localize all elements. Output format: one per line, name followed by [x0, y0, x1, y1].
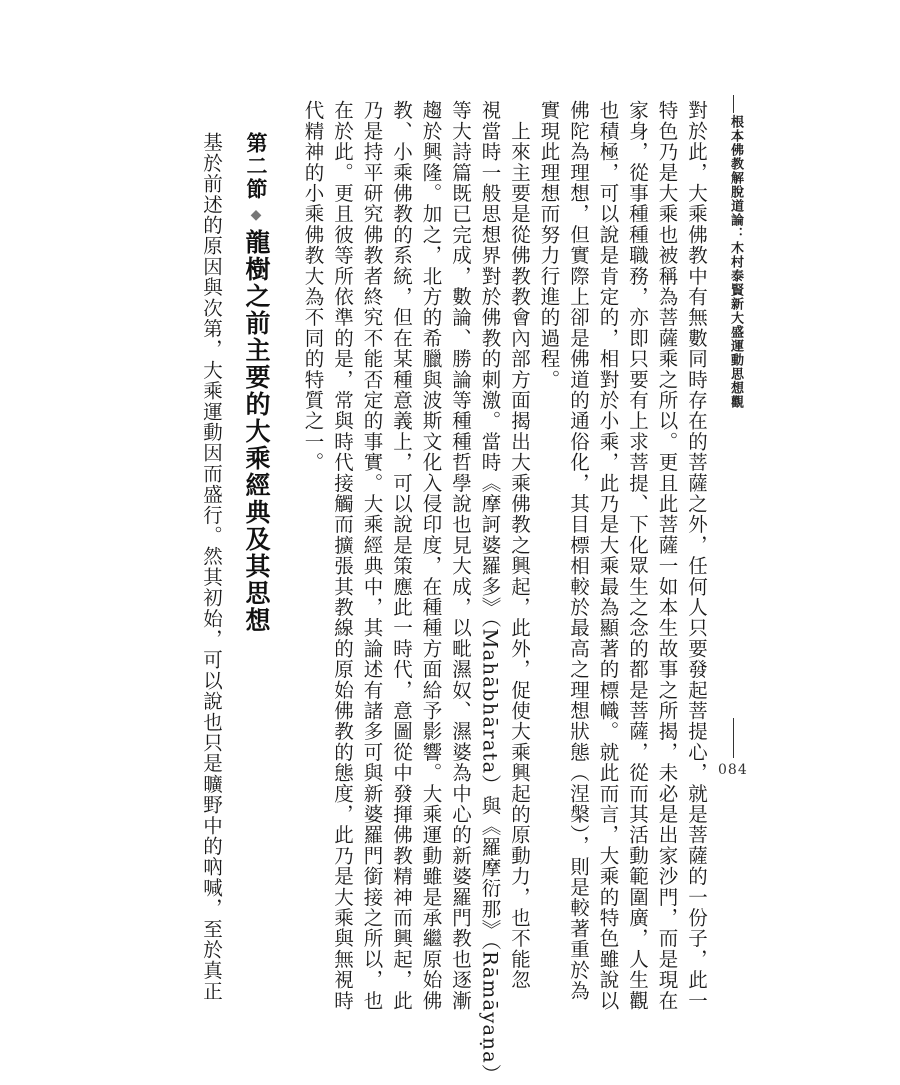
page-number: 084 — [718, 762, 748, 778]
running-title: 根本佛教解脫道論：木村泰賢新大盛運動思想觀 — [728, 115, 743, 409]
text-line: 視當時一般思想界對於佛教的刺激。當時《摩訶婆羅多》（Mahābhārata）與《羅摩衍那》（Rāmāyaṇa） — [478, 100, 502, 1085]
diamond-ornament-icon: ◆ — [248, 207, 264, 223]
text-line: 家身，從事種種職務，亦即只要有上求菩提、下化眾生之念的都是菩薩，從而其活動範圍廣，人生觀 — [626, 100, 649, 1011]
text-line: 佛陀為理想，但實際上卻是佛道的通俗化，其目標相較於最高之理想狀態（涅槃），則是較著重於為 — [567, 100, 590, 1002]
text-line: 實現此理想而努力行進的過程。 — [537, 100, 561, 390]
text-line: 特色乃是大乘也被稱為菩薩乘之所以。更且此菩薩一如本生故事之所揭，未必是出家沙門，而是現在 — [655, 100, 679, 1011]
text-line: 代精神的小乘佛教大為不同的特質之一。 — [301, 100, 325, 473]
section-title: 龍樹之前主要的大乘經典及其思想 — [242, 229, 271, 634]
text-line: 乃是持平研究佛教者終究不能否定的事實。大乘經典中，其論述有諸多可與新婆羅門銜接之所以，也 — [360, 100, 384, 1011]
text-line: 教、小乘佛教的系統，但在某種意義上，可以說是策應此一時代，意圖從中發揮佛教精神而興起，此 — [390, 100, 413, 1011]
body-text-main — [301, 100, 711, 1085]
header-rule — [733, 95, 734, 113]
text-line: 上來主要是從佛教教會內部方面揭出大乘佛教之興起，此外，促使大乘興起的原動力，也不能忽 — [508, 100, 531, 991]
text-line: 等大詩篇既已完成，數論、勝論等種種哲學說也見大成，以毗濕奴、濕婆為中心的新婆羅門教也逐漸 — [449, 100, 472, 1011]
text-line: 趨於興隆。加之，北方的希臘與波斯文化入侵印度，在種種方面給予影響。大乘運動雖是承繼原始佛 — [419, 100, 443, 1011]
page-number-rule — [733, 718, 734, 758]
text-line: 也積極，可以說是肯定的，相對於小乘，此乃是大乘最為顯著的標幟。就此而言，大乘的特色雖說以 — [596, 100, 620, 1011]
text-line: 在於此。更且彼等所依準的是，常與時代接觸而擴張其教線的原始佛教的態度，此乃是大乘與無視時 — [331, 100, 354, 1011]
section-heading — [238, 132, 274, 634]
section-label: 第二節 — [244, 132, 268, 201]
body-text-continued — [186, 132, 226, 1002]
text-line: 基於前述的原因與次第，大乘運動因而盛行。然其初始，可以說也只是曠野中的吶喊，至於真正 — [200, 132, 223, 1002]
text-line: 對於此，大乘佛教中有無數同時存在的菩薩之外，任何人只要發起菩提心，就是菩薩的一份子，此一 — [685, 100, 708, 1011]
